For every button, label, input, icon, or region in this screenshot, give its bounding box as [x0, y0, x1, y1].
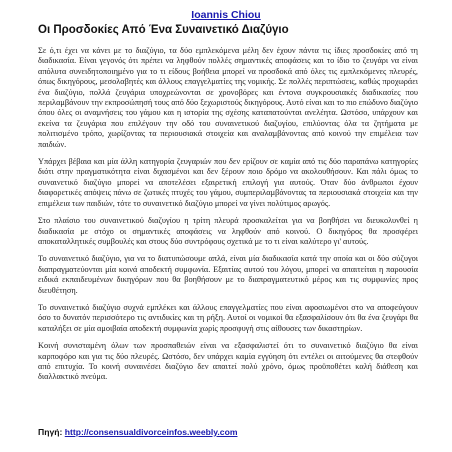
paragraph-3: Στο πλαίσιο του συναινετικού διαζυγίου η τρίτη πλευρά προσκαλείται για να βοηθήσει να διευκολυνθεί η διαδικασία με στόχο οι σημαντικές αποφάσεις να ληφθούν από κοινού. Ο δικηγόρος θα προσφέρει αποκαταλλητικές συμβουλές και στους δύο συντρόφους σχετικά με το τι είναι καλύτερο γι' αυτούς.: [38, 216, 418, 246]
source-link[interactable]: http://consensualdivorceinfos.weebly.com: [64, 427, 238, 437]
author-link[interactable]: Ioannis Chiou: [191, 9, 261, 21]
source-line: [38, 427, 237, 437]
source-label: Πηγή:: [38, 427, 63, 437]
paragraph-5: Το συναινετικό διαζύγιο συχνά εμπλέκει και άλλους επαγγελματίες που είναι αφοσιωμένοι στο να αποφεύγουν όσο το δυνατόν περισσότερο τις αντιδικίες και τη ρήξη. Αυτοί οι νομικοί θα εξασφαλίσουν ότι θα ένα ζευγάρι θα καταλήξει σε μία αμοιβαία αποδεκτή συμφωνία χωρίς προσφυγή στις αίθουσες των δικαστηρίων.: [38, 302, 418, 333]
paragraph-2: Υπάρχει βέβαια και μία άλλη κατηγορία ζευγαριών που δεν ερίζουν σε καμία από τις δύο παραπάνω κατηγορίες διότι στην πραγματικότητα είναι διχασμένοι και δεν ξέρουν ποιο δρόμο να ακολουθήσουν. Και πάλι όμως το συναινετικό διαζύγιο μπορεί να αποτελέσει εξαιρετική επιλογή για αυτούς. Όταν δύο άνθρωποι έχουν διαφορετικές απόψεις πάνω σε ζωτικές πτυχές του γάμου, συμπεριλαμβάνοντας τα περιουσιακά στοιχεία και την επιμέλεια των παιδιών, τότε το συναινετικό διαζύγιο μπορεί να γίνει πολύτιμος αρωγός.: [38, 157, 418, 208]
article-body: [38, 46, 418, 390]
paragraph-4: Το συναινετικό διαζύγιο, για να το διατυπώσουμε απλά, είναι μία διαδικασία κατά την οποία και οι δύο σύζυγοι διαπραγματεύονται μία κοινά αποδεκτή συμφωνία. Εξαιτίας αυτού του λόγου, μπορεί να απαιτείται η παρουσία ειδικά εκπαιδευμένων δικηγόρων που θα βοηθήσουν με το διαπραγματευτικό μέρος και τις συμφωνίες προς διευθέτηση.: [38, 254, 418, 295]
paragraph-6: Κοινή συνισταμένη όλων των προσπαθειών είναι να εξασφαλιστεί ότι το συναινετικό διαζύγιο θα είναι καρποφόρο και για τις δύο πλευρές. Ωστόσο, δεν υπάρχει καμία εγγύηση ότι εντέλει οι αιτούμενες θα στεφθούν από επιτυχία. Το κοινή συναινέσει διαζύγιο δεν απαιτεί πολύ χρόνο, όμως προϋποθέτει καλή διάθεση και διαλλακτικό πνεύμα.: [38, 341, 418, 382]
article-title: Οι Προσδοκίες Από Ένα Συναινετικό Διαζύγιο: [38, 24, 289, 36]
paragraph-1: Σε ό,τι έχει να κάνει με το διαζύγιο, τα δύο εμπλεκόμενα μέλη δεν έχουν πάντα τις ίδιες προσδοκίες από τη διαδικασία. Είναι γεγονός ότι πρέπει να ληφθούν πολλές σημαντικές αποφάσεις και το ίδιο το ζευγάρι να είναι απόλυτα συνειδητοποιημένο για το τι είδους βοήθεια μπορεί να προσδοκά από όλες τις εμπλεκόμενες πλευρές, όπως δικηγόρους, μεσολαβητές και άλλους επαγγελματίες της νομικής. Σε πολλές περιπτώσεις, καθώς προχωράει ένα διαζύγιο, πολλά ζευγάρια υποχρεώνονται σε χρονοβόρες και έντονα συγκρουσιακές διαδικασίες που περιλαμβάνουν την εκπροσώπησή τους από δύο ξεχωριστούς δικηγόρους. Αυτό είναι και το πιο επώδυνο διαζύγιο όπου όλες οι αναμνήσεις του γάμου και η ιστορία της σχέσης καταπατούνται ανελέητα. Ωστόσο, υπάρχουν και εκείνα τα ζευγάρια που επιλέγουν την οδό του συναινετικού διαζυγίου, επιλύοντας όλα τα ζητήματα με πολιτισμένο τρόπο, χωρίζοντας τα περιουσιακά στοιχεία και αναλαμβάνοντας από κοινού την επιμέλεια των παιδιών.: [38, 46, 418, 149]
